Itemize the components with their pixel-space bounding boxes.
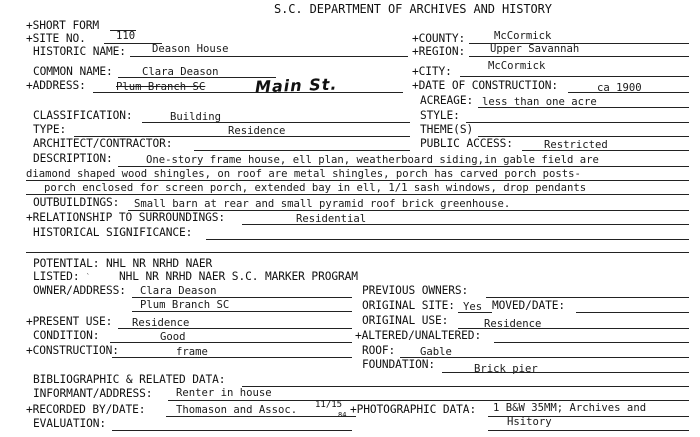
classification-label: CLASSIFICATION: xyxy=(33,109,133,122)
region-label: +REGION: xyxy=(412,45,466,58)
condition-value: Good xyxy=(160,331,186,343)
short-form-label: +SHORT FORM xyxy=(26,19,99,32)
acreage-line xyxy=(478,107,689,108)
date-of-construction-label: +DATE OF CONSTRUCTION: xyxy=(412,79,558,92)
owner-city-line xyxy=(132,311,352,312)
city-value: McCormick xyxy=(488,60,546,72)
owner-city-value: Plum Branch SC xyxy=(140,299,230,311)
historical-significance-rule-2 xyxy=(26,252,689,253)
description-rule-1 xyxy=(118,166,689,167)
acreage-value: less than one acre xyxy=(482,96,597,108)
bibliographic-line xyxy=(242,386,689,387)
common-name-label: COMMON NAME: xyxy=(33,65,113,78)
previous-owners-line xyxy=(486,297,689,298)
original-use-line xyxy=(458,328,689,329)
address-struck-value: Plum Branch SC xyxy=(116,81,206,93)
style-line xyxy=(466,122,689,123)
informant-label: INFORMANT/ADDRESS: xyxy=(33,387,153,400)
historic-name-value: Deason House xyxy=(152,43,229,55)
date-of-construction-value: ca 1900 xyxy=(597,82,642,94)
architect-label: ARCHITECT/CONTRACTOR: xyxy=(33,137,173,150)
historic-name-line xyxy=(130,56,408,57)
bibliographic-label: BIBLIOGRAPHIC & RELATED DATA: xyxy=(33,373,226,386)
photographic-value-1: 1 B&W 35MM; Archives and xyxy=(493,402,647,414)
classification-value: Building xyxy=(170,111,222,123)
region-line xyxy=(469,56,689,57)
historical-significance-label: HISTORICAL SIGNIFICANCE: xyxy=(33,226,193,239)
roof-line xyxy=(400,357,689,358)
altered-label: +ALTERED/UNALTERED: xyxy=(355,329,482,342)
altered-line xyxy=(494,342,689,343)
county-label: +COUNTY: xyxy=(412,32,466,45)
site-no-label: +SITE NO. xyxy=(26,32,86,45)
recorded-by-label: +RECORDED BY/DATE: xyxy=(26,403,146,416)
theme-label: THEME(S) xyxy=(420,123,474,136)
listed-options: NHL NR NRHD NAER S.C. MARKER PROGRAM xyxy=(119,270,358,283)
address-label: +ADDRESS: xyxy=(26,79,86,92)
city-line xyxy=(460,76,689,77)
address-line xyxy=(93,92,403,93)
outbuildings-value: Small barn at rear and small pyramid roof brick greenhouse. xyxy=(134,198,511,210)
original-use-label: ORIGINAL USE: xyxy=(362,314,449,327)
owner-name-value: Clara Deason xyxy=(140,285,217,297)
informant-line xyxy=(168,400,689,401)
listed-label: LISTED: xyxy=(33,270,80,283)
photographic-value-2: Hsitory xyxy=(507,416,552,428)
present-use-line xyxy=(118,328,352,329)
historic-name-label: HISTORIC NAME: xyxy=(33,45,126,58)
description-rule-2 xyxy=(26,180,689,181)
relationship-value: Residential xyxy=(296,213,367,225)
address-handwritten-value: Main St. xyxy=(254,74,338,97)
classification-line xyxy=(142,122,410,123)
description-line-2: diamond shaped wood shingles, on roof are metal shingles, porch has carved porch posts- xyxy=(26,168,581,180)
region-value: Upper Savannah xyxy=(490,43,580,55)
construction-line xyxy=(112,357,352,358)
condition-label: CONDITION: xyxy=(33,329,100,342)
informant-value: Renter in house xyxy=(176,387,272,399)
description-label: DESCRIPTION: xyxy=(33,152,113,165)
county-value: McCormick xyxy=(494,30,552,42)
moved-date-label: MOVED/DATE: xyxy=(492,299,565,312)
present-use-value: Residence xyxy=(132,317,190,329)
public-access-line xyxy=(522,150,689,151)
construction-value: frame xyxy=(176,346,208,358)
architect-line xyxy=(194,150,410,151)
common-name-line xyxy=(118,77,276,78)
description-line-3: porch enclosed for screen porch, extended bay in ell, 1/1 sash windows, drop pendants xyxy=(44,182,587,194)
potential-label: POTENTIAL: NHL NR NRHD NAER xyxy=(33,257,213,270)
recorded-date-top: 11/15 xyxy=(315,400,343,410)
relationship-line xyxy=(242,224,689,225)
site-no-value: 110 xyxy=(116,30,136,42)
date-of-construction-line xyxy=(568,92,689,93)
public-access-label: PUBLIC ACCESS: xyxy=(420,137,513,150)
public-access-value: Restricted xyxy=(544,139,608,151)
original-site-line xyxy=(458,312,492,313)
style-label: STYLE: xyxy=(420,109,460,122)
roof-value: Gable xyxy=(420,346,452,358)
description-rule-3 xyxy=(26,194,689,195)
construction-label: +CONSTRUCTION: xyxy=(26,344,119,357)
photographic-label: +PHOTOGRAPHIC DATA: xyxy=(350,403,477,416)
foundation-line xyxy=(442,372,689,373)
original-use-value: Residence xyxy=(484,318,542,330)
form-title: S.C. DEPARTMENT OF ARCHIVES AND HISTORY xyxy=(274,2,552,16)
outbuildings-label: OUTBUILDINGS: xyxy=(33,196,120,209)
recorded-by-line xyxy=(166,416,356,417)
listed-check-mark: ` xyxy=(86,273,91,281)
original-site-label: ORIGINAL SITE: xyxy=(362,299,455,312)
condition-line xyxy=(110,342,352,343)
city-label: +CITY: xyxy=(412,65,452,78)
foundation-value: Brick pier xyxy=(474,363,538,375)
previous-owners-label: PREVIOUS OWNERS: xyxy=(362,284,469,297)
roof-label: ROOF: xyxy=(362,344,396,357)
present-use-label: +PRESENT USE: xyxy=(26,315,113,328)
original-site-value: Yes xyxy=(463,301,483,313)
historical-significance-rule-1 xyxy=(206,239,689,240)
type-label: TYPE: xyxy=(33,123,67,136)
common-name-value: Clara Deason xyxy=(142,66,219,78)
owner-address-label: OWNER/ADDRESS: xyxy=(33,284,126,297)
evaluation-line xyxy=(112,430,352,431)
type-value: Residence xyxy=(228,125,286,137)
evaluation-label: EVALUATION: xyxy=(33,417,106,430)
photographic-line-2 xyxy=(488,430,689,431)
moved-date-line xyxy=(576,312,689,313)
relationship-label: +RELATIONSHIP TO SURROUNDINGS: xyxy=(26,211,226,224)
recorded-date-bottom: 84 xyxy=(338,411,347,419)
foundation-label: FOUNDATION: xyxy=(362,358,435,371)
description-line-1: One-story frame house, ell plan, weatherboard siding,in gable field are xyxy=(146,154,599,166)
acreage-label: ACREAGE: xyxy=(420,94,474,107)
owner-name-line xyxy=(132,297,352,298)
recorded-by-value: Thomason and Assoc. xyxy=(176,404,298,416)
